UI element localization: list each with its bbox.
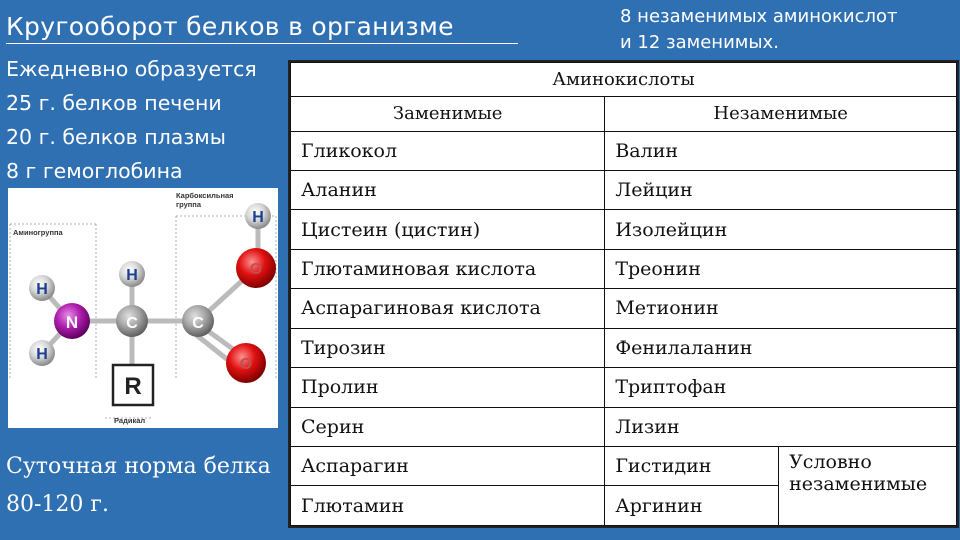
- conditionally-essential-cell: [779, 447, 957, 526]
- bonds: [42, 216, 258, 368]
- svg-text:O: O: [249, 261, 263, 278]
- replaceable-cell: Аспарагин: [291, 447, 605, 486]
- replaceable-cell: Аланин: [291, 170, 605, 209]
- amino-acids-table: [288, 60, 959, 528]
- svg-text:H: H: [126, 267, 138, 284]
- svg-text:O: O: [239, 356, 253, 373]
- essential-cell: Метионин: [605, 289, 957, 328]
- replaceable-cell: Аспарагиновая кислота: [291, 289, 605, 328]
- molecule-svg: [8, 188, 278, 428]
- hydrogen-atom: [29, 340, 55, 366]
- svg-text:H: H: [36, 281, 48, 298]
- radical-box: [113, 365, 153, 405]
- daily-line: 80-120 г.: [6, 492, 109, 517]
- title-underline: [6, 43, 518, 44]
- svg-text:C: C: [126, 315, 138, 332]
- carbon-atom: [116, 305, 148, 337]
- replaceable-cell: Глютамин: [291, 486, 605, 526]
- intro-line: 20 г. белков плазмы: [6, 125, 226, 149]
- intro-line: 8 г гемоглобина: [6, 159, 183, 183]
- slide-title: Кругооборот белков в организме: [6, 12, 454, 41]
- amino-acid-structure-diagram: [8, 188, 278, 428]
- radical-label: Радикал: [114, 416, 146, 425]
- table-row: [291, 170, 957, 209]
- oxygen-atom: [236, 248, 276, 288]
- hydrogen-atom: [245, 203, 271, 229]
- essential-cell: Треонин: [605, 249, 957, 288]
- svg-text:C: C: [192, 315, 204, 332]
- svg-text:H: H: [252, 209, 264, 226]
- svg-text:R: R: [124, 373, 142, 400]
- essential-cell: Гистидин: [605, 447, 779, 486]
- svg-text:N: N: [65, 313, 79, 332]
- table-row: [291, 328, 957, 367]
- oxygen-atom: [226, 343, 266, 383]
- replaceable-cell: Тирозин: [291, 328, 605, 367]
- carbon-atom: [182, 305, 214, 337]
- carboxyl-label-line2: группа: [176, 200, 202, 209]
- nitrogen-atom: [54, 303, 90, 339]
- essential-cell: Лейцин: [605, 170, 957, 209]
- table-row: [291, 210, 957, 249]
- daily-protein-norm: [6, 448, 271, 524]
- essential-cell: Изолейцин: [605, 210, 957, 249]
- hydrogen-atom: [29, 275, 55, 301]
- table-row: [291, 289, 957, 328]
- essential-cell: Триптофан: [605, 368, 957, 407]
- conditional-line: незаменимые: [789, 473, 928, 495]
- daily-line: Суточная норма белка: [6, 454, 271, 479]
- replaceable-cell: Гликокол: [291, 131, 605, 170]
- hydrogen-atom: [119, 261, 145, 287]
- column-header-essential: Незаменимые: [605, 97, 957, 131]
- note-line: 8 незаменимых аминокислот: [620, 6, 898, 27]
- essential-cell: Аргинин: [605, 486, 779, 526]
- amino-group-label: Аминогруппа: [13, 228, 63, 237]
- essential-cell: Лизин: [605, 407, 957, 446]
- column-header-replaceable: Заменимые: [291, 97, 605, 131]
- replaceable-cell: Пролин: [291, 368, 605, 407]
- amino-acid-note: [620, 4, 897, 56]
- intro-text: [6, 52, 257, 188]
- intro-line: 25 г. белков печени: [6, 91, 222, 115]
- intro-line: Ежедневно образуется: [6, 57, 257, 81]
- replaceable-cell: Серин: [291, 407, 605, 446]
- table-row: [291, 447, 957, 486]
- replaceable-cell: Цистеин (цистин): [291, 210, 605, 249]
- svg-text:H: H: [36, 346, 48, 363]
- conditional-line: Условно: [789, 451, 872, 473]
- table-header: Аминокислоты: [291, 63, 957, 97]
- replaceable-cell: Глютаминовая кислота: [291, 249, 605, 288]
- note-line: и 12 заменимых.: [620, 32, 779, 53]
- essential-cell: Валин: [605, 131, 957, 170]
- table-row: [291, 407, 957, 446]
- table-row: [291, 131, 957, 170]
- table-row: [291, 249, 957, 288]
- essential-cell: Фенилаланин: [605, 328, 957, 367]
- table-row: [291, 368, 957, 407]
- carboxyl-label-line1: Карбоксильная: [176, 191, 234, 200]
